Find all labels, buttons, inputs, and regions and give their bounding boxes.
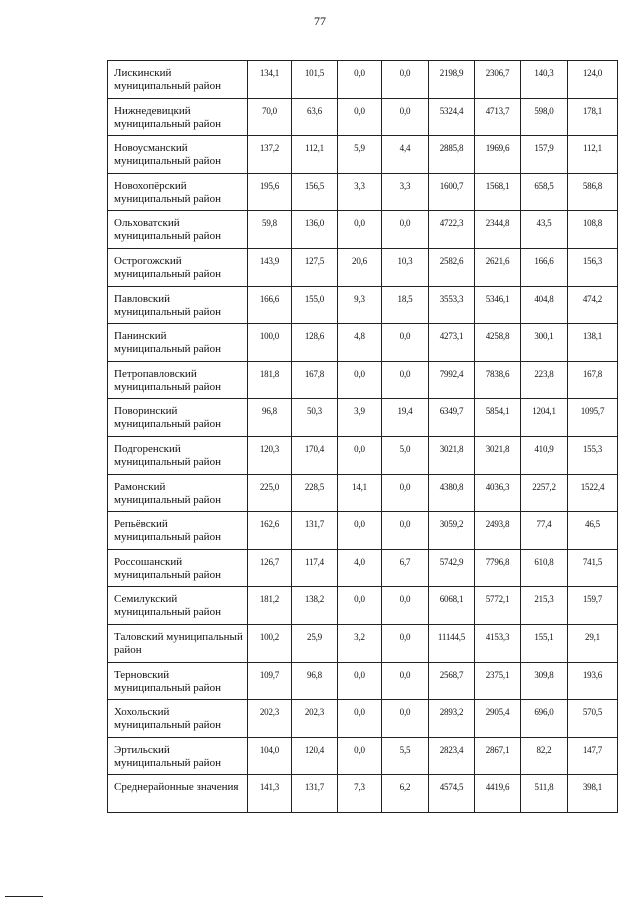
value-cell: 6,7 [382, 549, 429, 587]
value-cell: 96,8 [292, 662, 338, 700]
value-cell: 4,8 [338, 324, 382, 362]
value-cell: 4419,6 [475, 775, 521, 813]
value-cell: 104,0 [248, 737, 292, 775]
value-cell: 398,1 [568, 775, 618, 813]
value-cell: 2823,4 [429, 737, 475, 775]
value-cell: 138,1 [568, 324, 618, 362]
value-cell: 1568,1 [475, 173, 521, 211]
value-cell: 43,5 [521, 211, 568, 249]
table-row [108, 61, 618, 99]
value-cell: 25,9 [292, 624, 338, 662]
value-cell: 0,0 [338, 436, 382, 474]
value-cell: 108,8 [568, 211, 618, 249]
district-name-cell: Среднерайонные значения [108, 775, 248, 813]
value-cell: 570,5 [568, 700, 618, 738]
district-data-table [107, 60, 618, 813]
value-cell: 5346,1 [475, 286, 521, 324]
value-cell: 70,0 [248, 98, 292, 136]
value-cell: 181,2 [248, 587, 292, 625]
value-cell: 1969,6 [475, 136, 521, 174]
value-cell: 2344,8 [475, 211, 521, 249]
district-name-cell: Поворинский муниципальный район [108, 399, 248, 437]
value-cell: 6,2 [382, 775, 429, 813]
value-cell: 228,5 [292, 474, 338, 512]
district-name-cell: Подгоренский муниципальный район [108, 436, 248, 474]
value-cell: 2493,8 [475, 512, 521, 550]
value-cell: 162,6 [248, 512, 292, 550]
value-cell: 2375,1 [475, 662, 521, 700]
value-cell: 156,3 [568, 248, 618, 286]
value-cell: 0,0 [338, 662, 382, 700]
value-cell: 4380,8 [429, 474, 475, 512]
table-row [108, 211, 618, 249]
value-cell: 696,0 [521, 700, 568, 738]
value-cell: 159,7 [568, 587, 618, 625]
value-cell: 138,2 [292, 587, 338, 625]
value-cell: 1522,4 [568, 474, 618, 512]
district-name-cell: Ольховатский муниципальный район [108, 211, 248, 249]
value-cell: 128,6 [292, 324, 338, 362]
district-name-cell: Петропавловский муниципальный район [108, 361, 248, 399]
value-cell: 0,0 [382, 662, 429, 700]
value-cell: 112,1 [292, 136, 338, 174]
value-cell: 117,4 [292, 549, 338, 587]
value-cell: 157,9 [521, 136, 568, 174]
value-cell: 0,0 [338, 737, 382, 775]
value-cell: 127,5 [292, 248, 338, 286]
district-name-cell: Терновский муниципальный район [108, 662, 248, 700]
value-cell: 4,0 [338, 549, 382, 587]
value-cell: 0,0 [382, 211, 429, 249]
value-cell: 4036,3 [475, 474, 521, 512]
value-cell: 610,8 [521, 549, 568, 587]
district-name-cell: Семилукский муниципальный район [108, 587, 248, 625]
table-row [108, 399, 618, 437]
value-cell: 178,1 [568, 98, 618, 136]
value-cell: 3,2 [338, 624, 382, 662]
value-cell: 6068,1 [429, 587, 475, 625]
value-cell: 166,6 [248, 286, 292, 324]
value-cell: 100,2 [248, 624, 292, 662]
value-cell: 0,0 [338, 587, 382, 625]
district-name-cell: Эртильский муниципальный район [108, 737, 248, 775]
value-cell: 10,3 [382, 248, 429, 286]
value-cell: 0,0 [338, 98, 382, 136]
value-cell: 141,3 [248, 775, 292, 813]
value-cell: 0,0 [338, 211, 382, 249]
value-cell: 0,0 [382, 587, 429, 625]
table-body [108, 61, 618, 813]
value-cell: 14,1 [338, 474, 382, 512]
value-cell: 2867,1 [475, 737, 521, 775]
value-cell: 167,8 [568, 361, 618, 399]
value-cell: 19,4 [382, 399, 429, 437]
value-cell: 0,0 [338, 361, 382, 399]
footnote-divider [5, 896, 43, 897]
value-cell: 0,0 [338, 700, 382, 738]
value-cell: 3,3 [382, 173, 429, 211]
value-cell: 131,7 [292, 775, 338, 813]
table-row [108, 324, 618, 362]
value-cell: 137,2 [248, 136, 292, 174]
value-cell: 1095,7 [568, 399, 618, 437]
district-name-cell: Россошанский муниципальный район [108, 549, 248, 587]
value-cell: 167,8 [292, 361, 338, 399]
table-row [108, 248, 618, 286]
district-name-cell: Хохольский муниципальный район [108, 700, 248, 738]
value-cell: 511,8 [521, 775, 568, 813]
value-cell: 181,8 [248, 361, 292, 399]
value-cell: 82,2 [521, 737, 568, 775]
district-name-cell: Панинский муниципальный район [108, 324, 248, 362]
value-cell: 5,0 [382, 436, 429, 474]
value-cell: 223,8 [521, 361, 568, 399]
value-cell: 131,7 [292, 512, 338, 550]
value-cell: 0,0 [382, 700, 429, 738]
table-row [108, 286, 618, 324]
value-cell: 2582,6 [429, 248, 475, 286]
value-cell: 100,0 [248, 324, 292, 362]
value-cell: 300,1 [521, 324, 568, 362]
value-cell: 4722,3 [429, 211, 475, 249]
value-cell: 3021,8 [475, 436, 521, 474]
value-cell: 0,0 [382, 324, 429, 362]
value-cell: 7838,6 [475, 361, 521, 399]
value-cell: 0,0 [382, 61, 429, 99]
table-row [108, 662, 618, 700]
district-name-cell: Нижнедевицкий муниципальный район [108, 98, 248, 136]
value-cell: 9,3 [338, 286, 382, 324]
value-cell: 140,3 [521, 61, 568, 99]
table-row [108, 436, 618, 474]
value-cell: 6349,7 [429, 399, 475, 437]
table-row [108, 775, 618, 813]
value-cell: 3021,8 [429, 436, 475, 474]
value-cell: 2306,7 [475, 61, 521, 99]
value-cell: 120,4 [292, 737, 338, 775]
table-row [108, 98, 618, 136]
value-cell: 155,0 [292, 286, 338, 324]
value-cell: 5,9 [338, 136, 382, 174]
district-name-cell: Таловский муниципальный район [108, 624, 248, 662]
value-cell: 0,0 [382, 361, 429, 399]
value-cell: 147,7 [568, 737, 618, 775]
value-cell: 50,3 [292, 399, 338, 437]
value-cell: 1600,7 [429, 173, 475, 211]
value-cell: 120,3 [248, 436, 292, 474]
value-cell: 1204,1 [521, 399, 568, 437]
page-number: 77 [314, 14, 326, 28]
value-cell: 155,1 [521, 624, 568, 662]
value-cell: 2257,2 [521, 474, 568, 512]
value-cell: 11144,5 [429, 624, 475, 662]
value-cell: 4713,7 [475, 98, 521, 136]
value-cell: 18,5 [382, 286, 429, 324]
value-cell: 202,3 [292, 700, 338, 738]
value-cell: 215,3 [521, 587, 568, 625]
table-row [108, 549, 618, 587]
value-cell: 7,3 [338, 775, 382, 813]
district-name-cell: Репьёвский муниципальный район [108, 512, 248, 550]
table-row [108, 512, 618, 550]
value-cell: 155,3 [568, 436, 618, 474]
value-cell: 3,9 [338, 399, 382, 437]
value-cell: 309,8 [521, 662, 568, 700]
value-cell: 112,1 [568, 136, 618, 174]
value-cell: 4,4 [382, 136, 429, 174]
value-cell: 0,0 [382, 474, 429, 512]
table-row [108, 361, 618, 399]
value-cell: 225,0 [248, 474, 292, 512]
value-cell: 2621,6 [475, 248, 521, 286]
table-row [108, 474, 618, 512]
value-cell: 195,6 [248, 173, 292, 211]
value-cell: 143,9 [248, 248, 292, 286]
value-cell: 741,5 [568, 549, 618, 587]
value-cell: 170,4 [292, 436, 338, 474]
value-cell: 5,5 [382, 737, 429, 775]
value-cell: 2885,8 [429, 136, 475, 174]
district-name-cell: Лискинский муниципальный район [108, 61, 248, 99]
value-cell: 156,5 [292, 173, 338, 211]
table-row [108, 700, 618, 738]
value-cell: 3059,2 [429, 512, 475, 550]
value-cell: 4258,8 [475, 324, 521, 362]
value-cell: 59,8 [248, 211, 292, 249]
value-cell: 2905,4 [475, 700, 521, 738]
district-name-cell: Павловский муниципальный район [108, 286, 248, 324]
value-cell: 410,9 [521, 436, 568, 474]
value-cell: 136,0 [292, 211, 338, 249]
value-cell: 7992,4 [429, 361, 475, 399]
value-cell: 0,0 [338, 61, 382, 99]
value-cell: 5742,9 [429, 549, 475, 587]
value-cell: 101,5 [292, 61, 338, 99]
value-cell: 96,8 [248, 399, 292, 437]
value-cell: 3,3 [338, 173, 382, 211]
value-cell: 658,5 [521, 173, 568, 211]
value-cell: 20,6 [338, 248, 382, 286]
value-cell: 4153,3 [475, 624, 521, 662]
value-cell: 2568,7 [429, 662, 475, 700]
value-cell: 0,0 [382, 624, 429, 662]
value-cell: 77,4 [521, 512, 568, 550]
value-cell: 404,8 [521, 286, 568, 324]
value-cell: 166,6 [521, 248, 568, 286]
value-cell: 4273,1 [429, 324, 475, 362]
district-name-cell: Новохопёрский муниципальный район [108, 173, 248, 211]
value-cell: 4574,5 [429, 775, 475, 813]
value-cell: 598,0 [521, 98, 568, 136]
district-name-cell: Новоусманский муниципальный район [108, 136, 248, 174]
value-cell: 2198,9 [429, 61, 475, 99]
value-cell: 193,6 [568, 662, 618, 700]
value-cell: 0,0 [382, 512, 429, 550]
table-row [108, 624, 618, 662]
value-cell: 0,0 [338, 512, 382, 550]
value-cell: 2893,2 [429, 700, 475, 738]
value-cell: 63,6 [292, 98, 338, 136]
value-cell: 474,2 [568, 286, 618, 324]
value-cell: 7796,8 [475, 549, 521, 587]
value-cell: 126,7 [248, 549, 292, 587]
table-row [108, 136, 618, 174]
value-cell: 124,0 [568, 61, 618, 99]
value-cell: 109,7 [248, 662, 292, 700]
value-cell: 0,0 [382, 98, 429, 136]
value-cell: 5854,1 [475, 399, 521, 437]
value-cell: 5772,1 [475, 587, 521, 625]
value-cell: 586,8 [568, 173, 618, 211]
table-row [108, 737, 618, 775]
value-cell: 134,1 [248, 61, 292, 99]
value-cell: 5324,4 [429, 98, 475, 136]
table-row [108, 587, 618, 625]
district-name-cell: Рамонский муниципальный район [108, 474, 248, 512]
value-cell: 29,1 [568, 624, 618, 662]
district-name-cell: Острогожский муниципальный район [108, 248, 248, 286]
value-cell: 46,5 [568, 512, 618, 550]
value-cell: 3553,3 [429, 286, 475, 324]
value-cell: 202,3 [248, 700, 292, 738]
table-row [108, 173, 618, 211]
